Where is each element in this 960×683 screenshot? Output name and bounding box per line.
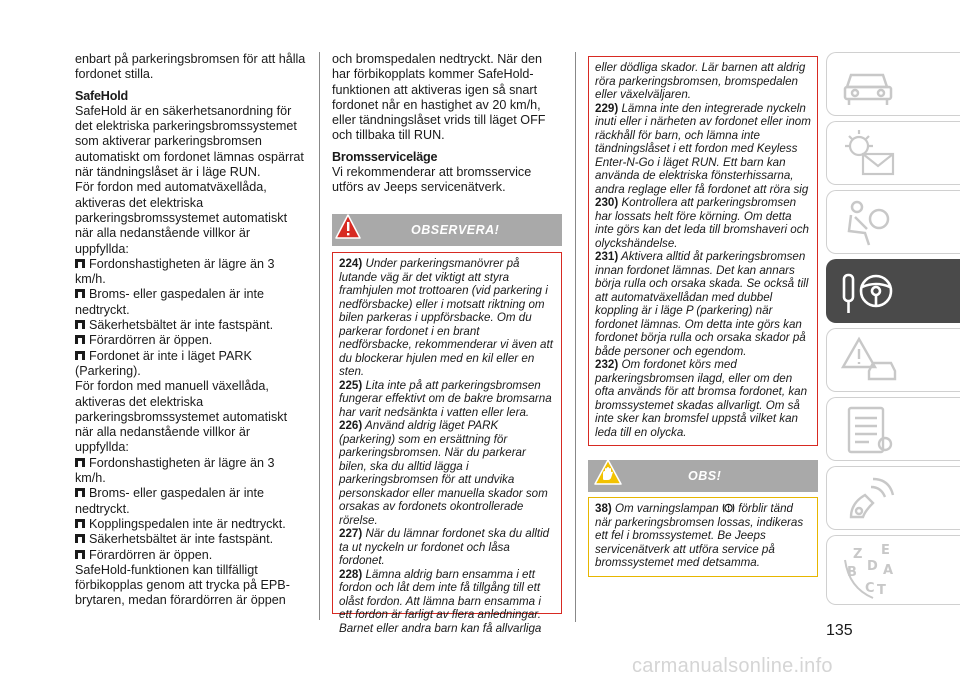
index-letter: T (877, 583, 886, 598)
warning-triangle-car-icon (837, 333, 901, 389)
brake-warning-lamp-icon (722, 502, 735, 514)
column-divider (575, 52, 576, 622)
safehold-continued-paragraph: och bromspedalen nedtryckt. När den har förbikopplats kommer SafeHold-funktionen att aktiveras igen så snart fordonet når en hastighet av 20 km/h, eller tändningslåset vrids till läget OFF och tillbaka till RUN. (332, 52, 546, 143)
note-title: OBS! (688, 469, 722, 483)
index-letter: E (881, 543, 890, 558)
nav-tab-starting-driving[interactable] (826, 259, 960, 323)
warning-item: 232) Om fordonet körs med parkeringsbromsen ilagd, eller om den ofta används för att bromsa fordonet, kan bromssystemet skadas allvarligt. Om så inte sker kan bromsfel uppstå vilket kan leda till en olycka. (595, 358, 808, 439)
column-divider (319, 52, 320, 620)
list-item: Förardörren är öppen. (75, 548, 307, 563)
key-steering-wheel-icon (836, 263, 900, 319)
section-heading-brake-service: Bromsserviceläge (332, 149, 438, 164)
warning-item: 226) Använd aldrig läget PARK (parkering) som en ersättning för parkeringsbromsen. När du parkerar bilen, ska du alltid lägga i parkeringsbromsen för att undvika personskador eller manuella skador som orsakas av fordonets okontrollerade rörelse. (339, 419, 548, 527)
list-item: Förardörren är öppen. (75, 333, 307, 348)
car-dashboard-icon (837, 57, 901, 113)
warning-lead-text: eller dödliga skador. Lär barnen att aldrig röra parkeringsbromsen, bromspedalen eller växelväljaren. (595, 61, 806, 101)
conditions-list-automatic (75, 257, 307, 379)
checkbox-bullet-icon (75, 320, 85, 329)
index-letter: B (847, 565, 857, 580)
list-item: Fordonshastigheten är lägre än 3 km/h. (75, 256, 275, 287)
warning-item: 231) Aktivera alltid åt parkeringsbromsen innan fordonet lämnas. Det kan annars börja rulla och orsaka skada. Se också till att automatväxellådan med dubbel koppling är i läge P (parkering) när fordonet lämnas. Om detta inte görs kan fordonet börja rulla och orsaka skador på både personer och egendom. (595, 250, 809, 358)
list-item: Säkerhetsbältet är inte fastspänt. (75, 532, 307, 547)
warning-item: 229) Lämna inte den integrerade nyckeln inuti eller i närheten av fordonet eller inom räckhåll för barn, och lämna inte tändningslåset i ett fordon med Keyless Enter-N-Go i läget RUN. Ett barn kan använda de elektriska fönsterhissarna, andra reglage eller få fordonet att röra sig (595, 101, 811, 196)
checkbox-bullet-icon (75, 458, 85, 467)
nav-tab-warning-lights[interactable] (826, 121, 960, 185)
note-header (588, 460, 818, 492)
warning-item: 230) Kontrollera att parkeringsbromsen har lossats helt före körning. Om detta inte görs kan det leda till bromshaveri och olyckshändelse. (595, 196, 809, 250)
nav-tab-maintenance[interactable] (826, 397, 960, 461)
checkbox-bullet-icon (75, 519, 85, 528)
bypass-paragraph: SafeHold-funktionen kan tillfälligt förbikopplas genom att trycka på EPB-brytaren, medan förardörren är öppen (75, 562, 290, 608)
warning-box (332, 252, 562, 635)
index-letter: C (865, 581, 875, 596)
list-item: Fordonshastigheten är lägre än 3 km/h. (75, 455, 275, 486)
index-letter: Z (853, 547, 863, 562)
list-item: Fordonet är inte i läget PARK (Parkering). (75, 348, 252, 378)
nav-tab-dashboard[interactable] (826, 52, 960, 116)
checkbox-bullet-icon (75, 335, 85, 344)
manual-conditions-paragraph: För fordon med manuell växellåda, aktiveras det elektriska parkeringsbromssystemet automatiskt när alla nedanstående villkor är uppfyllda: (75, 379, 288, 455)
warning-item: 225) Lita inte på att parkeringsbromsen fungerar effektivt om de bakre bromsarna har varit nedsänkta i vatten eller lera. (339, 378, 552, 419)
alphabet-index-icon (837, 540, 907, 604)
checkbox-bullet-icon (75, 488, 85, 497)
intro-text: enbart på parkeringsbromsen för att hålla fordonet stilla. (75, 52, 306, 82)
index-letter: A (883, 563, 894, 578)
note-item: 38) Om varningslampan förblir tänd när parkeringsbromsen lossas, indikeras ett fel i bromssystemet. Be Jeeps servicenätverk att utföra service på bromssystemet med detsamma. (595, 502, 804, 569)
page-number: 135 (826, 622, 853, 639)
column-left (75, 52, 307, 609)
service-checklist-icon (837, 402, 901, 458)
checkbox-bullet-icon (75, 550, 85, 559)
airbag-seat-icon (837, 195, 901, 251)
checkbox-bullet-icon (75, 351, 85, 360)
brake-service-paragraph: Vi rekommenderar att bromsservice utförs av Jeeps servicenätverk. (332, 165, 532, 195)
list-item: Kopplingspedalen inte är nedtryckt. (75, 517, 307, 532)
list-item: Broms- eller gaspedalen är inte nedtryckt. (75, 287, 265, 317)
warning-title: OBSERVERA! (411, 223, 500, 237)
nav-tab-index[interactable] (826, 535, 960, 605)
warning-item: 228) Lämna aldrig barn ensamma i ett fordon och låt dem inte få tillgång till ett olåst fordon. Att lämna barn ensamma i ett fordon är farligt av flera anledningar. Barnet eller andra barn kan få allvarliga (339, 567, 542, 635)
list-item: Broms- eller gaspedalen är inte nedtryckt. (75, 486, 265, 516)
section-heading-safehold: SafeHold (75, 88, 128, 103)
warning-header (332, 214, 562, 246)
watermark: carmanualsonline.info (632, 655, 833, 677)
warning-item: 227) När du lämnar fordonet ska du alltid ta ut nyckeln ur fordonet och låsa fordonet. (339, 527, 550, 567)
warning-box-continued (588, 56, 818, 446)
warning-light-envelope-icon (837, 126, 901, 182)
checkbox-bullet-icon (75, 534, 85, 543)
nav-tab-emergency[interactable] (826, 328, 960, 392)
warning-triangle-icon (335, 213, 361, 241)
caution-hand-icon (594, 458, 622, 486)
nav-tab-multimedia[interactable] (826, 466, 960, 530)
column-middle (332, 52, 562, 196)
checkbox-bullet-icon (75, 289, 85, 298)
safehold-paragraph: SafeHold är en säkerhetsanordning för det elektriska parkeringsbromssystemet som aktiverar parkeringsbromsen automatiskt om fordonet lämnas ospärrat när tändningslåset är i läge RUN. (75, 103, 304, 180)
conditions-list-manual (75, 456, 307, 563)
list-item: Säkerhetsbältet är inte fastspänt. (75, 318, 307, 333)
multimedia-signal-icon (837, 471, 901, 527)
note-box (588, 497, 818, 577)
index-letter: D (867, 559, 878, 574)
checkbox-bullet-icon (75, 259, 85, 268)
automatic-conditions-paragraph: För fordon med automatväxellåda, aktiveras det elektriska parkeringsbromssystemet automatiskt när alla nedanstående villkor är uppfyllda: (75, 180, 288, 256)
warning-item: 224) Under parkeringsmanövrer på lutande väg är det viktigt att styra framhjulen mot trottoaren (vid parkering i nedförsbacke) eller i motsatt riktning om bilen parkeras i uppförsbacke. Om du parkerar fordonet i en brant nedförsbacke, rekommenderar vi även att du blockerar hjulen med en kil eller en sten. (339, 257, 553, 378)
nav-tab-safety[interactable] (826, 190, 960, 254)
